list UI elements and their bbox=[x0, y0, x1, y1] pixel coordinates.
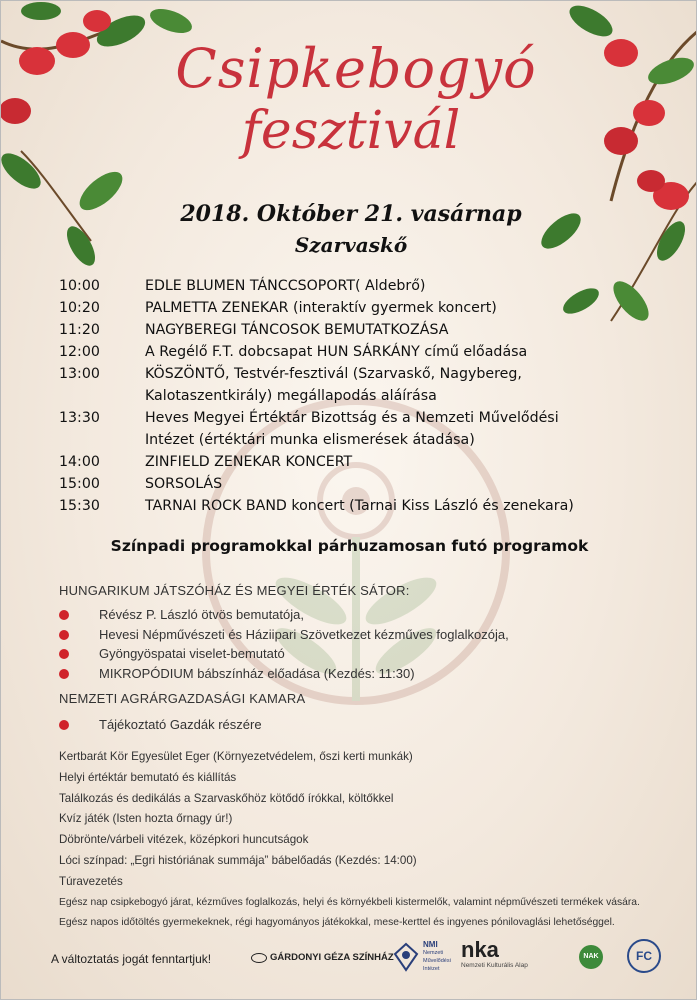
schedule-time: 15:00 bbox=[59, 476, 100, 492]
bullet-icon bbox=[59, 610, 69, 620]
schedule bbox=[59, 275, 659, 517]
nak-logo: NAK bbox=[579, 945, 603, 969]
schedule-time: 14:00 bbox=[59, 454, 100, 470]
schedule-event: SORSOLÁS bbox=[145, 476, 223, 492]
nka-logo: nka Nemzeti Kulturális Alap bbox=[461, 937, 528, 969]
list-item: MIKROPÓDIUM bábszínház előadása (Kezdés: 11:30) bbox=[59, 664, 509, 684]
program-item: Találkozás és dedikálás a Szarvaskőhöz kötődő írókkal, költőkkel bbox=[59, 791, 394, 805]
program-item: Egész napos időtöltés gyermekeknek, régi hagyományos játékokkal, mese-kerttel és ingyenes pónilovaglási lehetőséggel. bbox=[59, 917, 615, 929]
schedule-row-continuation bbox=[59, 385, 659, 407]
program-item: Kvíz játék (Isten hozta őrnagy úr!) bbox=[59, 812, 233, 826]
gardonyi-logo: GÁRDONYI GÉZA SZÍNHÁZ bbox=[251, 952, 394, 963]
schedule-time: 13:00 bbox=[59, 366, 100, 382]
section-agrar-list bbox=[59, 715, 262, 735]
program-item: Túravezetés bbox=[59, 874, 123, 888]
schedule-event: ZINFIELD ZENEKAR KONCERT bbox=[145, 454, 353, 470]
section-agrar-heading: NEMZETI AGRÁRGAZDASÁGI KAMARA bbox=[59, 691, 306, 706]
schedule-row bbox=[59, 341, 659, 363]
schedule-event: EDLE BLUMEN TÁNCCSOPORT( Aldebrő) bbox=[145, 278, 426, 294]
title-line-1: Csipkebogyó bbox=[175, 37, 537, 100]
disclaimer-note: A változtatás jogát fenntartjuk! bbox=[51, 952, 212, 966]
schedule-row bbox=[59, 473, 659, 495]
schedule-row bbox=[59, 363, 659, 385]
list-item: Hevesi Népművészeti és Háziipari Szövetkezet kézműves foglalkozója, bbox=[59, 625, 509, 645]
parallel-programs-heading: Színpadi programokkal párhuzamosan futó programok bbox=[110, 537, 589, 555]
schedule-time: 10:20 bbox=[59, 300, 100, 316]
fc-logo: FC bbox=[627, 939, 661, 973]
program-item: Döbrönte/várbeli vitézek, középkori huncutságok bbox=[59, 833, 309, 847]
bullet-icon bbox=[59, 630, 69, 640]
nmi-logo: NMI Nemzeti Művelődési Intézet bbox=[393, 941, 451, 973]
list-item: Gyöngyöspatai viselet-bemutató bbox=[59, 644, 509, 664]
bullet-icon bbox=[59, 720, 69, 730]
event-date: 2018. Október 21. vasárnap bbox=[180, 201, 522, 227]
program-item: Lóci színpad: „Egri históriának summája” bábelőadás (Kezdés: 14:00) bbox=[59, 853, 417, 867]
schedule-row bbox=[59, 407, 659, 429]
schedule-time: 11:20 bbox=[59, 322, 100, 338]
program-item: Egész nap csipkebogyó járat, kézműves foglalkozás, helyi és környékbeli kistermelők, valamint népművészeti termékek vására. bbox=[59, 896, 640, 908]
schedule-row bbox=[59, 319, 659, 341]
schedule-row bbox=[59, 275, 659, 297]
list-item: Révész P. László ötvös bemutatója, bbox=[59, 605, 509, 625]
bullet-icon bbox=[59, 649, 69, 659]
program-item: Helyi értéktár bemutató és kiállítás bbox=[59, 770, 237, 784]
schedule-event: PALMETTA ZENEKAR (interaktív gyermek koncert) bbox=[145, 300, 497, 316]
section-hungarikum-heading: HUNGARIKUM JÁTSZÓHÁZ ÉS MEGYEI ÉRTÉK SÁTOR: bbox=[59, 583, 410, 598]
schedule-time: 10:00 bbox=[59, 278, 100, 294]
schedule-row bbox=[59, 297, 659, 319]
schedule-event: KÖSZÖNTŐ, Testvér-fesztivál (Szarvaskő, Nagybereg, bbox=[145, 366, 522, 382]
schedule-event: NAGYBEREGI TÁNCOSOK BEMUTATKOZÁSA bbox=[145, 322, 449, 338]
section-hungarikum-list bbox=[59, 605, 509, 683]
program-item: Kertbarát Kör Egyesület Eger (Környezetvédelem, őszi kerti munkák) bbox=[59, 750, 413, 763]
schedule-event-continuation: Kalotaszentkirály) megállapodás aláírása bbox=[145, 388, 437, 404]
schedule-row-continuation bbox=[59, 429, 659, 451]
schedule-row bbox=[59, 495, 659, 517]
title-line-2: fesztivál bbox=[241, 101, 461, 161]
schedule-event-continuation: Intézet (értéktári munka elismerések átadása) bbox=[145, 432, 475, 448]
schedule-time: 12:00 bbox=[59, 344, 100, 360]
schedule-time: 15:30 bbox=[59, 498, 100, 514]
schedule-event: TARNAI ROCK BAND koncert (Tarnai Kiss László és zenekara) bbox=[145, 498, 574, 514]
schedule-event: A Regélő F.T. dobcsapat HUN SÁRKÁNY című előadása bbox=[145, 344, 528, 360]
schedule-event: Heves Megyei Értéktár Bizottság és a Nemzeti Művelődési bbox=[145, 410, 559, 426]
schedule-row bbox=[59, 451, 659, 473]
gardonyi-mark-icon bbox=[251, 953, 267, 963]
schedule-time: 13:30 bbox=[59, 410, 100, 426]
list-item: Tájékoztató Gazdák részére bbox=[59, 715, 262, 735]
event-place: Szarvaskő bbox=[294, 233, 408, 257]
program-list bbox=[59, 747, 669, 934]
nmi-emblem-icon bbox=[393, 942, 419, 972]
bullet-icon bbox=[59, 669, 69, 679]
